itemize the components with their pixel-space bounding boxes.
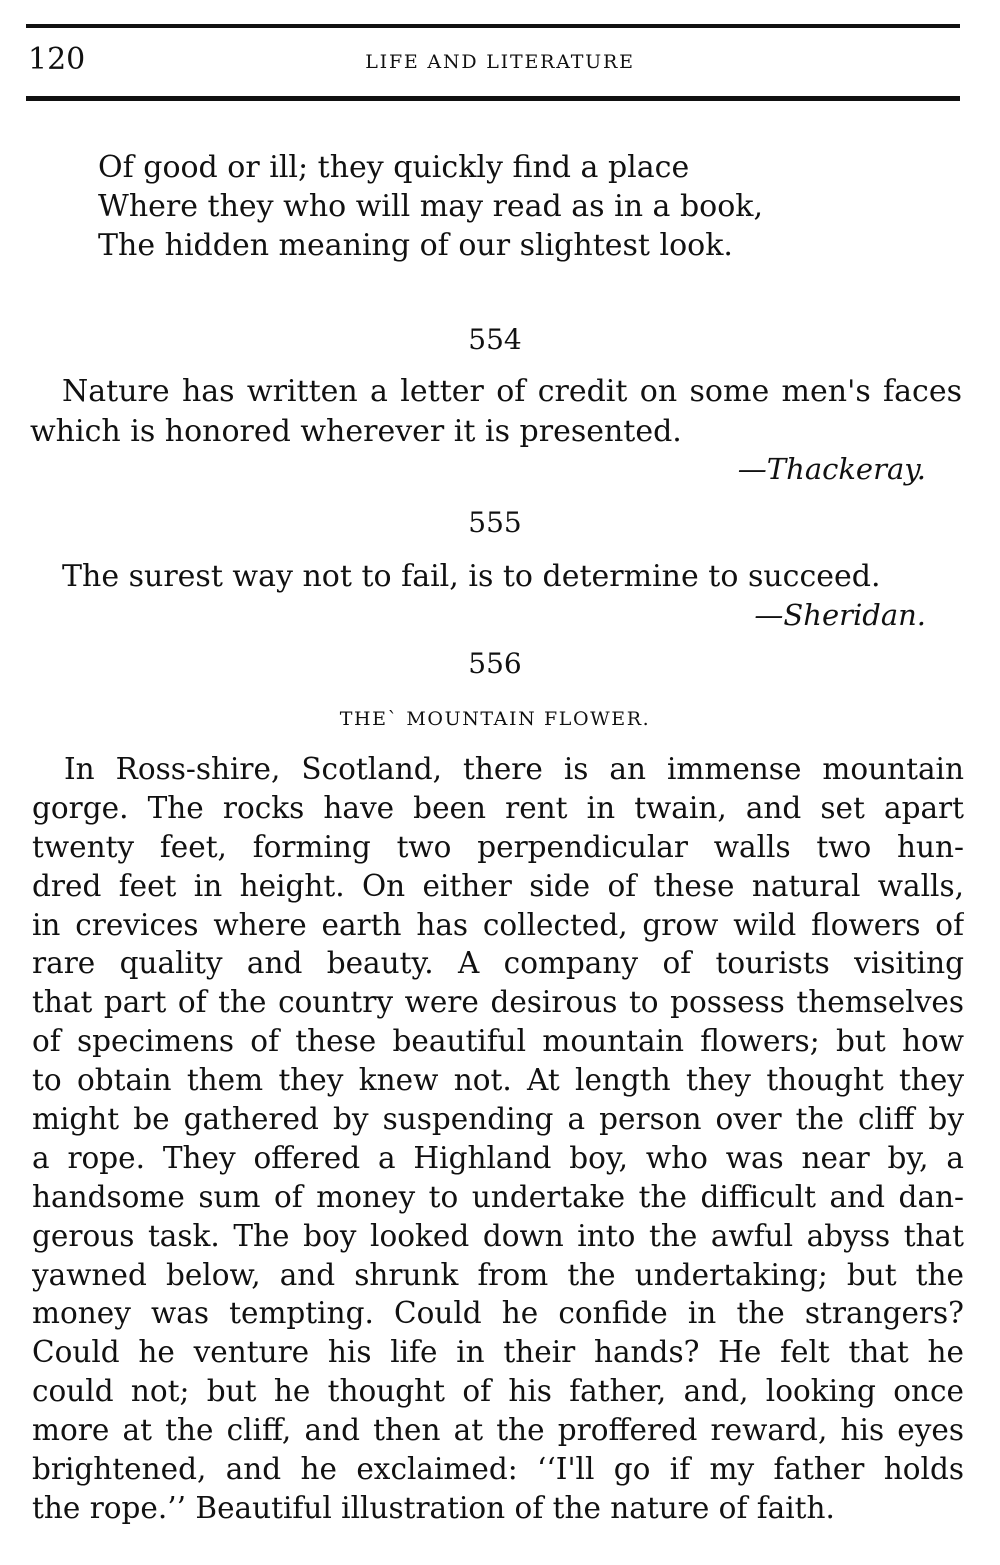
story-line: in crevices where earth has collected, grow wild flowers of <box>32 907 964 942</box>
story-line: In Ross-shire, Scotland, there is an immense mountain <box>64 752 964 786</box>
entry-text-555: The surest way not to fail, is to determine to succeed. <box>62 559 881 594</box>
story-line: might be gathered by suspending a person over the cliff by <box>32 1102 964 1137</box>
story-line: dred feet in height. On either side of these natural walls, <box>32 868 964 903</box>
verse-continuation <box>98 148 763 265</box>
entry-number-554: 554 <box>468 323 522 356</box>
story-line: Could he venture his life in their hands? He felt that he <box>32 1335 964 1370</box>
story-line: could not; but he thought of his father, and, looking once <box>32 1374 964 1409</box>
story-line: gerous task. The boy looked down into the awful abyss that <box>32 1218 964 1253</box>
entry-number-556: 556 <box>468 647 522 680</box>
header-top-rule <box>26 24 960 28</box>
verse-line: The hidden meaning of our slightest look. <box>98 228 733 263</box>
story-paragraph <box>32 750 964 1528</box>
story-line: a rope. They offered a Highland boy, who was near by, a <box>32 1140 964 1175</box>
running-title: LIFE AND LITERATURE <box>365 51 635 73</box>
story-line: to obtain them they knew not. At length they thought they <box>32 1063 964 1098</box>
entry-attribution-555: —Sheridan. <box>754 598 926 632</box>
story-line: the rope.’’ Beautiful illustration of the nature of faith. <box>32 1490 835 1525</box>
story-line: money was tempting. Could he confide in the strangers? <box>32 1296 964 1331</box>
story-line: of specimens of these beautiful mountain flowers; but how <box>32 1024 964 1059</box>
story-title: THE` MOUNTAIN FLOWER. <box>339 708 651 730</box>
story-line: twenty feet, forming two perpendicular walls two hun- <box>32 829 964 864</box>
story-line: more at the cliff, and then at the proffered reward, his eyes <box>32 1413 964 1448</box>
story-line: gorge. The rocks have been rent in twain, and set apart <box>32 790 964 825</box>
header-bottom-rule <box>26 96 960 101</box>
verse-line: Where they who will may read as in a book, <box>98 189 764 224</box>
entry-text-554: Nature has written a letter of credit on some men's faces which is honored wherever it is presented. <box>30 374 962 449</box>
story-line: handsome sum of money to undertake the difficult and dan- <box>32 1179 964 1214</box>
entry-attribution-554: —Thackeray. <box>737 452 926 486</box>
entry-number-555: 555 <box>468 506 522 539</box>
story-line: yawned below, and shrunk from the undertaking; but the <box>32 1257 964 1292</box>
page-number: 120 <box>28 42 86 77</box>
story-line: that part of the country were desirous to possess themselves <box>32 985 964 1020</box>
story-line: brightened, and he exclaimed: ‘‘I'll go if my father holds <box>32 1452 964 1487</box>
story-line: rare quality and beauty. A company of tourists visiting <box>32 946 964 981</box>
verse-line: Of good or ill; they quickly find a place <box>98 150 690 185</box>
